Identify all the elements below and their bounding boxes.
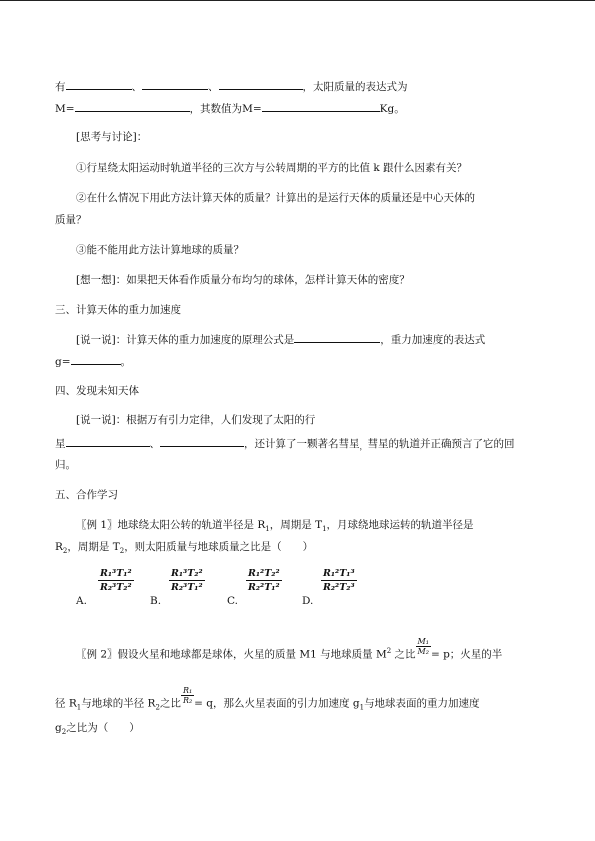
text: 之比为（ ） (66, 722, 140, 734)
text: 与地球表面的重力加速度 (364, 697, 480, 710)
g-expression-line (55, 354, 131, 369)
subscript: 2 (155, 703, 160, 712)
fraction-numerator: M₁ (417, 637, 429, 646)
option-fraction (98, 568, 134, 593)
subscript: 1 (265, 525, 270, 534)
text: 之比 (159, 697, 181, 710)
separator: 、 (208, 81, 219, 93)
example-2-line-3 (55, 721, 140, 739)
subscript: 2 (119, 547, 125, 556)
text: 〖例 2〗假设火星和地球都是球体，火星的质量 M1 与地球质量 M (76, 648, 387, 661)
text-prefix: 有 (55, 81, 66, 93)
option-d[interactable] (302, 568, 355, 607)
text: ，月球绕地球运转的轨道半径是 (326, 519, 474, 531)
option-label: B. (150, 595, 162, 607)
answer-blank[interactable] (142, 79, 208, 90)
example-2-line-2 (55, 686, 480, 715)
answer-blank[interactable] (219, 79, 303, 90)
g-label: g= (55, 356, 71, 368)
subscript: 1 (76, 703, 82, 712)
say-discovery-line: [说一说]：根据万有引力定律，人们发现了太阳的行 (76, 414, 316, 426)
fraction-numerator: R₁²T₂² (248, 568, 280, 579)
text: 径 R (55, 697, 77, 710)
option-fraction (169, 568, 205, 593)
option-label: C. (227, 595, 238, 607)
mark: ， (359, 442, 368, 451)
fraction-denominator: R₂³T₂² (100, 582, 132, 593)
fraction-denominator: R₂²T₂³ (323, 582, 355, 593)
fraction-denominator: R₂ (182, 696, 193, 705)
text: R (55, 541, 63, 553)
text: ，重力加速度的表达式 (380, 334, 486, 346)
section-4-heading: 四、发现未知天体 (55, 385, 139, 397)
text: 星 (55, 438, 66, 450)
fraction-denominator: R₂²T₁² (248, 582, 280, 593)
example-2-line-1 (76, 637, 503, 664)
option-c[interactable] (227, 568, 280, 607)
subscript: 1 (322, 525, 327, 534)
separator: 、 (131, 81, 142, 93)
question-2-continued: 质量？ (55, 214, 87, 226)
superscript: 2 (386, 647, 392, 655)
fraction-numerator: R₁³T₁² (100, 568, 132, 579)
section-3-heading: 三、计算天体的重力加速度 (55, 304, 181, 316)
answer-blank[interactable] (66, 79, 132, 90)
example-1-line-1 (76, 518, 474, 536)
text-suffix: ，太阳质量的表达式为 (302, 81, 408, 93)
answer-blank[interactable] (160, 436, 244, 447)
option-fraction (321, 568, 357, 593)
question-1: ①行星绕太阳运动时轨道半径的三次方与公转周期的平方的比值 k 跟什么因素有关？ (76, 162, 468, 174)
text: ，周期是 T (269, 519, 323, 531)
text: = p；火星的半 (430, 648, 503, 661)
example-1-line-2 (55, 540, 313, 558)
text: 之比 (391, 648, 416, 661)
answer-blank[interactable] (262, 101, 380, 112)
m-label: M= (55, 103, 75, 115)
option-fraction (246, 568, 282, 593)
m-label: M= (242, 103, 262, 115)
text: g (55, 722, 62, 734)
text-mid: ，其数值为 (189, 103, 243, 115)
text: ，还计算了一颗著名彗星 (244, 438, 360, 450)
text: 。 (120, 356, 132, 368)
answer-blank[interactable] (75, 101, 190, 112)
discussion-title: [思考与讨论]： (76, 131, 148, 143)
text: ，周期是 T (67, 541, 120, 553)
text: ，则太阳质量与地球质量之比是（ ） (124, 541, 314, 553)
question-2: ②在什么情况下用此方法计算天体的质量？计算出的是运行天体的质量还是中心天体的 (76, 192, 475, 204)
subscript: 2 (61, 728, 67, 737)
page-top-rule (0, 0, 595, 1)
mass-value-line (55, 101, 405, 116)
planet-blanks-line (55, 436, 515, 454)
section-5-heading: 五、合作学习 (55, 489, 118, 501)
option-b[interactable] (150, 568, 203, 607)
fraction-numerator: R₁²T₁³ (323, 568, 355, 579)
fraction-numerator: R₁ (182, 686, 193, 695)
text: 与地球的半径 R (81, 697, 156, 710)
subscript: 2 (62, 547, 68, 556)
text: 彗星的轨道并正确预言了它的回 (367, 438, 515, 450)
mass-expression-line (55, 79, 408, 94)
option-a[interactable] (76, 568, 132, 607)
text: [说一说]：计算天体的重力加速度的原理公式是 (76, 334, 295, 346)
unit-label: Kg。 (379, 103, 405, 115)
option-label: A. (76, 595, 87, 607)
separator: 、 (149, 438, 160, 450)
option-label: D. (302, 595, 314, 607)
radius-ratio-fraction (181, 686, 194, 705)
answer-blank[interactable] (71, 354, 121, 365)
mass-ratio-fraction (416, 637, 431, 656)
answer-blank[interactable] (294, 332, 380, 343)
text: = q，那么火星表面的引力加速度 g (194, 697, 360, 710)
subscript: 1 (359, 703, 365, 712)
say-gravity-line (76, 332, 485, 347)
question-3: ③能不能用此方法计算地球的质量？ (76, 244, 244, 256)
text: 〖例 1〗地球绕太阳公转的轨道半径是 R (76, 519, 266, 531)
fraction-denominator: M₂ (417, 647, 429, 656)
fraction-denominator: R₂³T₁² (171, 582, 203, 593)
think-prompt: [想一想]：如果把天体看作质量分布均匀的球体，怎样计算天体的密度？ (76, 274, 410, 286)
planet-line-end: 归。 (55, 459, 76, 471)
answer-blank[interactable] (66, 436, 150, 447)
fraction-numerator: R₁³T₂² (171, 568, 203, 579)
